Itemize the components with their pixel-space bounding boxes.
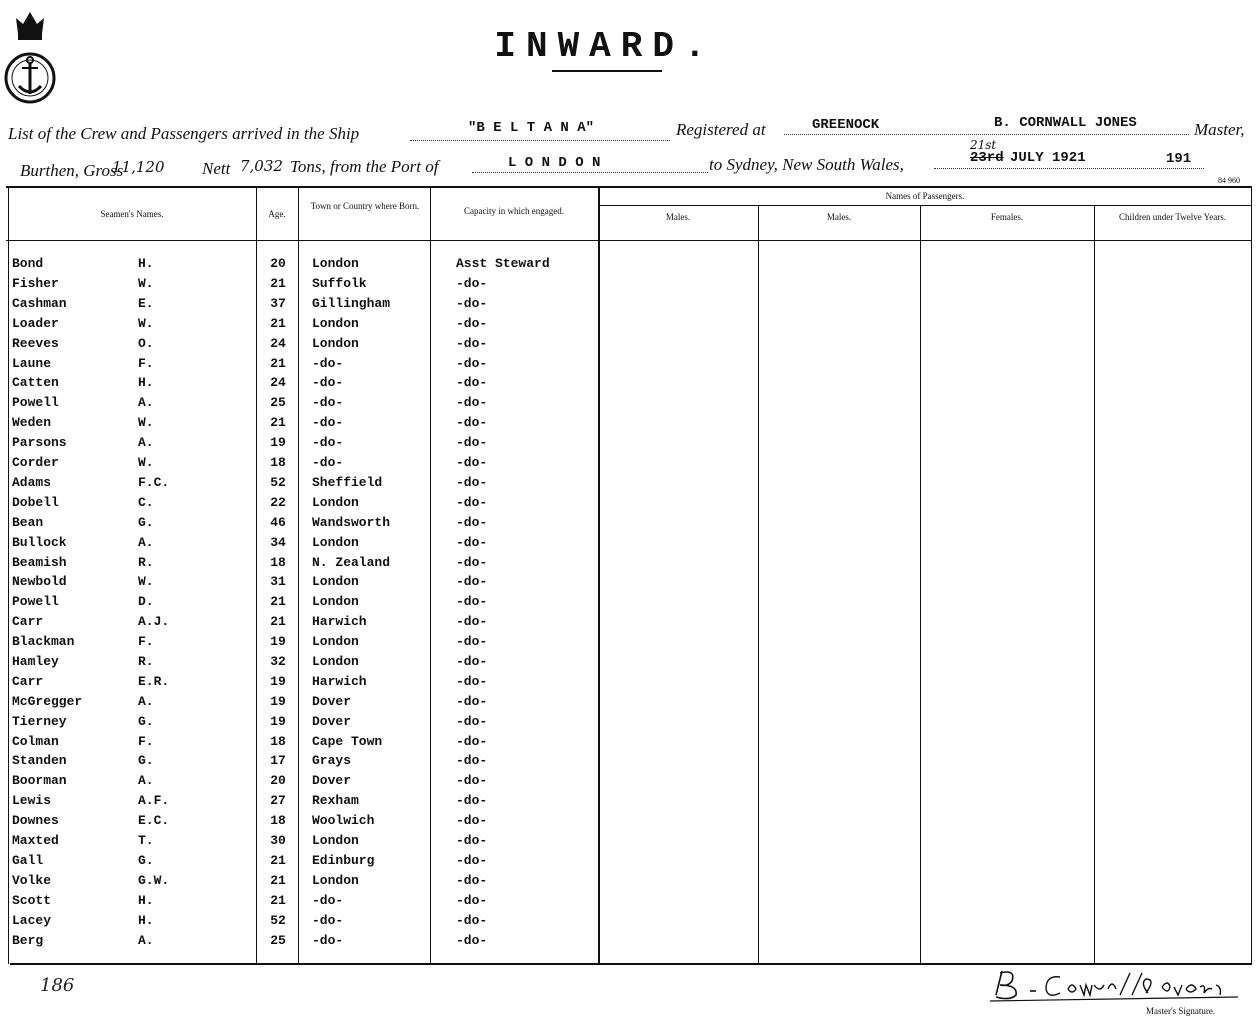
crew-row bbox=[0, 634, 600, 654]
crew-row bbox=[0, 555, 600, 575]
title-underline bbox=[552, 70, 662, 72]
crew-age: 21 bbox=[270, 415, 286, 430]
crew-capacity: -do- bbox=[456, 515, 488, 530]
crew-age: 20 bbox=[270, 773, 286, 788]
table-top-rule bbox=[6, 186, 1252, 188]
crew-birthplace: Woolwich bbox=[312, 813, 375, 828]
crew-row bbox=[0, 296, 600, 316]
crew-capacity: -do- bbox=[456, 773, 488, 788]
crew-age: 21 bbox=[270, 356, 286, 371]
crew-row bbox=[0, 395, 600, 415]
crew-birthplace: Rexham bbox=[312, 793, 359, 808]
crew-capacity: -do- bbox=[456, 614, 488, 629]
crew-initials: A.J. bbox=[138, 614, 170, 629]
port-fill-line bbox=[472, 172, 708, 173]
crew-age: 19 bbox=[270, 674, 286, 689]
crew-age: 19 bbox=[270, 435, 286, 450]
crew-row bbox=[0, 475, 600, 495]
crew-birthplace: -do- bbox=[312, 415, 344, 430]
col-head-passengers: Names of Passengers. bbox=[885, 191, 965, 201]
crew-birthplace: London bbox=[312, 833, 359, 848]
crew-initials: A. bbox=[138, 773, 154, 788]
col-head-males-2: Males. bbox=[826, 212, 852, 222]
crew-surname: Adams bbox=[12, 475, 52, 490]
header-bottom-rule bbox=[6, 240, 1252, 241]
crew-row bbox=[0, 773, 600, 793]
crew-age: 21 bbox=[270, 873, 286, 888]
crew-age: 20 bbox=[270, 256, 286, 271]
crew-initials: T. bbox=[138, 833, 154, 848]
crew-initials: F. bbox=[138, 356, 154, 371]
crew-list bbox=[0, 256, 600, 956]
crew-surname: Weden bbox=[12, 415, 52, 430]
crew-birthplace: London bbox=[312, 654, 359, 669]
crew-capacity: Asst Steward bbox=[456, 256, 550, 271]
crew-capacity: -do- bbox=[456, 475, 488, 490]
crew-row bbox=[0, 515, 600, 535]
crew-capacity: -do- bbox=[456, 674, 488, 689]
crew-birthplace: Dover bbox=[312, 773, 352, 788]
crew-initials: E.C. bbox=[138, 813, 170, 828]
crew-row bbox=[0, 813, 600, 833]
crew-surname: Standen bbox=[12, 753, 67, 768]
crew-age: 21 bbox=[270, 276, 286, 291]
crew-row bbox=[0, 256, 600, 276]
crew-age: 21 bbox=[270, 594, 286, 609]
crew-row bbox=[0, 455, 600, 475]
crew-initials: H. bbox=[138, 913, 154, 928]
date-correction: 21st bbox=[970, 138, 997, 152]
crew-capacity: -do- bbox=[456, 873, 488, 888]
crew-capacity: -do- bbox=[456, 455, 488, 470]
registered-fill-line bbox=[784, 134, 1189, 135]
from-port: L O N D O N bbox=[508, 155, 601, 171]
crew-row bbox=[0, 415, 600, 435]
crew-initials: H. bbox=[138, 375, 154, 390]
crew-surname: Downes bbox=[12, 813, 59, 828]
crew-age: 34 bbox=[270, 535, 286, 550]
crew-capacity: -do- bbox=[456, 793, 488, 808]
crew-surname: Colman bbox=[12, 734, 59, 749]
crew-capacity: -do- bbox=[456, 933, 488, 948]
crew-initials: E.R. bbox=[138, 674, 170, 689]
crew-birthplace: Suffolk bbox=[312, 276, 367, 291]
date-fill-line bbox=[934, 168, 1204, 169]
crew-initials: A. bbox=[138, 535, 154, 550]
crew-capacity: -do- bbox=[456, 634, 488, 649]
crew-row bbox=[0, 336, 600, 356]
crew-birthplace: Edinburg bbox=[312, 853, 375, 868]
crew-surname: Carr bbox=[12, 674, 44, 689]
crew-initials: H. bbox=[138, 893, 154, 908]
crew-initials: D. bbox=[138, 594, 154, 609]
crew-surname: Fisher bbox=[12, 276, 59, 291]
signature-label: Master's Signature. bbox=[1146, 1006, 1216, 1016]
crew-birthplace: -do- bbox=[312, 893, 344, 908]
crew-birthplace: Wandsworth bbox=[312, 515, 391, 530]
crew-birthplace: Sheffield bbox=[312, 475, 383, 490]
crew-surname: Hamley bbox=[12, 654, 59, 669]
crew-capacity: -do- bbox=[456, 714, 488, 729]
crew-age: 17 bbox=[270, 753, 286, 768]
crew-row bbox=[0, 913, 600, 933]
crew-birthplace: Dover bbox=[312, 714, 352, 729]
crew-capacity: -do- bbox=[456, 535, 488, 550]
crew-row bbox=[0, 495, 600, 515]
ship-fill-line bbox=[410, 140, 670, 141]
crew-birthplace: -do- bbox=[312, 455, 344, 470]
crew-birthplace: London bbox=[312, 535, 359, 550]
crew-age: 24 bbox=[270, 336, 286, 351]
arrival-date: JULY 1921 bbox=[1010, 150, 1086, 166]
crew-birthplace: London bbox=[312, 336, 359, 351]
col-line-males2 bbox=[920, 205, 921, 964]
crew-age: 19 bbox=[270, 634, 286, 649]
crew-surname: Boorman bbox=[12, 773, 67, 788]
registered-port: GREENOCK bbox=[812, 117, 880, 133]
crew-row bbox=[0, 793, 600, 813]
crew-capacity: -do- bbox=[456, 574, 488, 589]
crew-surname: Powell bbox=[12, 594, 59, 609]
crew-capacity: -do- bbox=[456, 555, 488, 570]
crew-row bbox=[0, 614, 600, 634]
col-head-age: Age. bbox=[268, 209, 286, 219]
crew-capacity: -do- bbox=[456, 336, 488, 351]
crew-age: 21 bbox=[270, 316, 286, 331]
form-code: 84 960 bbox=[1218, 176, 1240, 185]
crew-initials: R. bbox=[138, 555, 154, 570]
crew-birthplace: -do- bbox=[312, 375, 344, 390]
crew-capacity: -do- bbox=[456, 276, 488, 291]
crew-row bbox=[0, 734, 600, 754]
crew-surname: Loader bbox=[12, 316, 59, 331]
crew-capacity: -do- bbox=[456, 913, 488, 928]
col-head-town: Town or Country where Born. bbox=[310, 201, 420, 211]
crew-initials: F. bbox=[138, 634, 154, 649]
crew-row bbox=[0, 356, 600, 376]
crew-surname: Corder bbox=[12, 455, 59, 470]
crew-capacity: -do- bbox=[456, 375, 488, 390]
crew-surname: Bond bbox=[12, 256, 44, 271]
crew-birthplace: Grays bbox=[312, 753, 352, 768]
page-title: INWARD. bbox=[494, 26, 716, 67]
crew-surname: Newbold bbox=[12, 574, 67, 589]
crew-initials: W. bbox=[138, 455, 154, 470]
crew-initials: G.W. bbox=[138, 873, 170, 888]
crew-initials: H. bbox=[138, 256, 154, 271]
crew-capacity: -do- bbox=[456, 853, 488, 868]
list-label: List of the Crew and Passengers arrived in the Ship bbox=[8, 124, 360, 143]
crew-initials: A. bbox=[138, 694, 154, 709]
crew-surname: Cashman bbox=[12, 296, 67, 311]
crew-row bbox=[0, 674, 600, 694]
crew-capacity: -do- bbox=[456, 435, 488, 450]
crew-age: 52 bbox=[270, 913, 286, 928]
crew-surname: Lacey bbox=[12, 913, 52, 928]
nett-label: Nett bbox=[202, 159, 231, 178]
crew-age: 19 bbox=[270, 694, 286, 709]
crew-surname: Volke bbox=[12, 873, 52, 888]
crew-birthplace: Harwich bbox=[312, 614, 367, 629]
crew-capacity: -do- bbox=[456, 415, 488, 430]
crew-surname: Bean bbox=[12, 515, 44, 530]
crew-birthplace: Dover bbox=[312, 694, 352, 709]
crew-surname: Carr bbox=[12, 614, 44, 629]
crew-birthplace: -do- bbox=[312, 435, 344, 450]
crew-row bbox=[0, 654, 600, 674]
crew-surname: Bullock bbox=[12, 535, 67, 550]
crew-capacity: -do- bbox=[456, 833, 488, 848]
crew-birthplace: Harwich bbox=[312, 674, 367, 689]
crew-row bbox=[0, 316, 600, 336]
crew-capacity: -do- bbox=[456, 813, 488, 828]
crew-surname: Parsons bbox=[12, 435, 67, 450]
crew-initials: W. bbox=[138, 276, 154, 291]
crew-surname: Catten bbox=[12, 375, 59, 390]
crew-capacity: -do- bbox=[456, 356, 488, 371]
crew-age: 21 bbox=[270, 614, 286, 629]
crew-age: 31 bbox=[270, 574, 286, 589]
crew-row bbox=[0, 873, 600, 893]
crew-initials: R. bbox=[138, 654, 154, 669]
crew-row bbox=[0, 853, 600, 873]
crew-birthplace: London bbox=[312, 873, 359, 888]
crew-capacity: -do- bbox=[456, 694, 488, 709]
crew-initials: W. bbox=[138, 316, 154, 331]
crew-initials: C. bbox=[138, 495, 154, 510]
crew-age: 52 bbox=[270, 475, 286, 490]
crew-age: 24 bbox=[270, 375, 286, 390]
col-head-males-1: Males. bbox=[665, 212, 691, 222]
crew-surname: Tierney bbox=[12, 714, 67, 729]
crew-surname: Powell bbox=[12, 395, 59, 410]
crew-row bbox=[0, 714, 600, 734]
master-signature bbox=[990, 965, 1240, 1005]
crew-surname: Maxted bbox=[12, 833, 59, 848]
crew-capacity: -do- bbox=[456, 395, 488, 410]
crew-surname: Lewis bbox=[12, 793, 52, 808]
crew-initials: O. bbox=[138, 336, 154, 351]
crew-capacity: -do- bbox=[456, 594, 488, 609]
crew-age: 32 bbox=[270, 654, 286, 669]
crew-capacity: -do- bbox=[456, 316, 488, 331]
crew-age: 18 bbox=[270, 555, 286, 570]
crew-age: 18 bbox=[270, 813, 286, 828]
crew-age: 27 bbox=[270, 793, 286, 808]
registered-label: Registered at bbox=[676, 120, 766, 139]
burthen-label: Burthen, Gross bbox=[20, 161, 124, 180]
crew-age: 21 bbox=[270, 893, 286, 908]
nett-tonnage: 7,032 bbox=[240, 157, 283, 175]
crew-surname: Beamish bbox=[12, 555, 67, 570]
crew-birthplace: -do- bbox=[312, 933, 344, 948]
crew-surname: Gall bbox=[12, 853, 44, 868]
crew-initials: G. bbox=[138, 853, 154, 868]
crew-initials: A. bbox=[138, 435, 154, 450]
crew-birthplace: London bbox=[312, 256, 359, 271]
col-head-children: Children under Twelve Years. bbox=[1119, 212, 1226, 222]
crew-initials: A. bbox=[138, 933, 154, 948]
col-head-capacity: Capacity in which engaged. bbox=[464, 206, 564, 216]
ship-name: "B E L T A N A" bbox=[468, 120, 595, 136]
crew-initials: W. bbox=[138, 574, 154, 589]
crew-initials: F.C. bbox=[138, 475, 170, 490]
crew-row bbox=[0, 753, 600, 773]
gross-tonnage: 11,120 bbox=[112, 158, 165, 176]
crew-row bbox=[0, 574, 600, 594]
crew-capacity: -do- bbox=[456, 753, 488, 768]
master-label: Master, bbox=[1194, 120, 1245, 139]
crew-birthplace: -do- bbox=[312, 913, 344, 928]
crew-capacity: -do- bbox=[456, 893, 488, 908]
crew-age: 25 bbox=[270, 395, 286, 410]
date-struck: 23rd bbox=[970, 150, 1004, 166]
crew-surname: Reeves bbox=[12, 336, 59, 351]
crew-age: 21 bbox=[270, 853, 286, 868]
crew-surname: Dobell bbox=[12, 495, 59, 510]
crew-capacity: -do- bbox=[456, 296, 488, 311]
crew-age: 37 bbox=[270, 296, 286, 311]
crew-age: 25 bbox=[270, 933, 286, 948]
crew-surname: McGregger bbox=[12, 694, 83, 709]
crew-age: 19 bbox=[270, 714, 286, 729]
crew-surname: Berg bbox=[12, 933, 44, 948]
crew-row bbox=[0, 535, 600, 555]
crew-birthplace: -do- bbox=[312, 395, 344, 410]
col-head-females: Females. bbox=[990, 212, 1024, 222]
crew-initials: G. bbox=[138, 753, 154, 768]
crew-surname: Scott bbox=[12, 893, 52, 908]
crew-initials: F. bbox=[138, 734, 154, 749]
printed-year: 191 bbox=[1166, 151, 1192, 167]
crew-initials: W. bbox=[138, 415, 154, 430]
col-line-females bbox=[1094, 205, 1095, 964]
crew-initials: A. bbox=[138, 395, 154, 410]
crew-capacity: -do- bbox=[456, 654, 488, 669]
crew-birthplace: N. Zealand bbox=[312, 555, 391, 570]
crew-birthplace: London bbox=[312, 594, 359, 609]
crew-birthplace: London bbox=[312, 574, 359, 589]
col-head-seamen-names: Seamen's Names. bbox=[100, 209, 164, 219]
crew-capacity: -do- bbox=[456, 495, 488, 510]
crew-birthplace: London bbox=[312, 495, 359, 510]
col-line-males1 bbox=[758, 205, 759, 964]
folio-number: 186 bbox=[40, 975, 75, 996]
destination-label: to Sydney, New South Wales, bbox=[709, 155, 904, 174]
crew-initials: G. bbox=[138, 515, 154, 530]
crew-row bbox=[0, 594, 600, 614]
crew-birthplace: London bbox=[312, 316, 359, 331]
crew-age: 18 bbox=[270, 734, 286, 749]
passenger-subhead-rule bbox=[598, 205, 1252, 206]
master-name: B. CORNWALL JONES bbox=[994, 115, 1137, 131]
crew-row bbox=[0, 435, 600, 455]
crew-surname: Blackman bbox=[12, 634, 75, 649]
crew-capacity: -do- bbox=[456, 734, 488, 749]
crew-row bbox=[0, 276, 600, 296]
crew-initials: G. bbox=[138, 714, 154, 729]
crew-row bbox=[0, 893, 600, 913]
crew-row bbox=[0, 933, 600, 953]
crew-birthplace: London bbox=[312, 634, 359, 649]
crew-row bbox=[0, 694, 600, 714]
crew-surname: Laune bbox=[12, 356, 52, 371]
crew-row bbox=[0, 375, 600, 395]
crew-row bbox=[0, 833, 600, 853]
crew-age: 22 bbox=[270, 495, 286, 510]
crew-birthplace: Cape Town bbox=[312, 734, 383, 749]
crew-age: 30 bbox=[270, 833, 286, 848]
tons-port-label: Tons, from the Port of bbox=[290, 157, 439, 176]
col-line-right bbox=[1251, 186, 1252, 964]
crew-age: 18 bbox=[270, 455, 286, 470]
crew-birthplace: -do- bbox=[312, 356, 344, 371]
crew-age: 46 bbox=[270, 515, 286, 530]
crew-initials: E. bbox=[138, 296, 154, 311]
crew-birthplace: Gillingham bbox=[312, 296, 391, 311]
crew-initials: A.F. bbox=[138, 793, 170, 808]
